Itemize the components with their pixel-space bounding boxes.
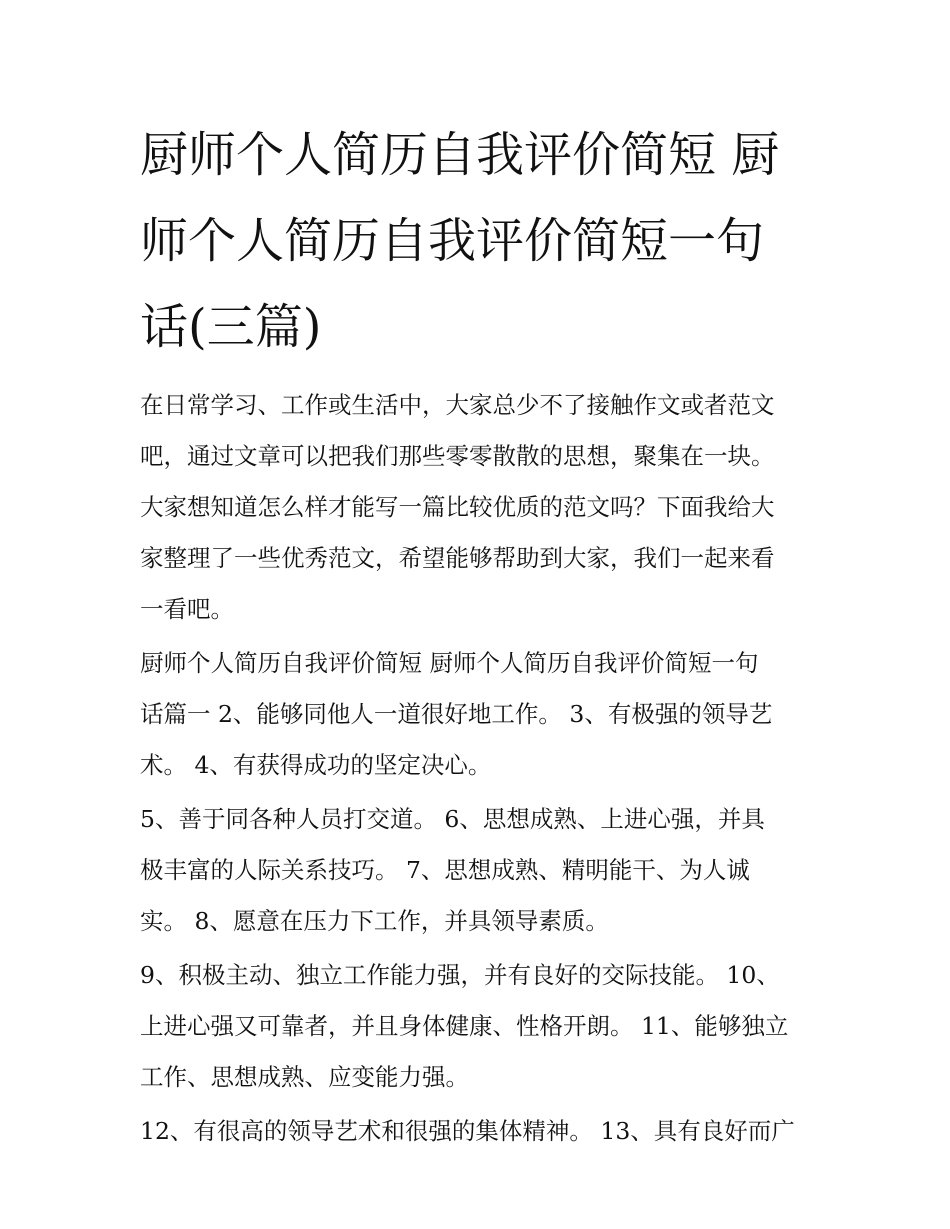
text-line: 上进心强又可靠者，并且身体健康、性格开朗。 11、能够独立 bbox=[140, 1012, 789, 1040]
text-line: 12、有很高的领导艺术和很强的集体精神。 13、具有良好而广 bbox=[140, 1117, 795, 1145]
text-line: 实。 8、愿意在压力下工作，并具领导素质。 bbox=[140, 907, 609, 935]
document-content bbox=[140, 112, 830, 1160]
paragraph-items-9-11 bbox=[140, 950, 830, 1103]
text-line: 话篇一 2、能够同他人一道很好地工作。 3、有极强的领导艺 bbox=[140, 700, 773, 728]
paragraph-section-one bbox=[140, 638, 830, 791]
text-line: 5、善于同各种人员打交道。 6、思想成熟、上进心强，并具 bbox=[140, 805, 765, 833]
text-line: 术。 4、有获得成功的坚定决心。 bbox=[140, 751, 492, 779]
document-body bbox=[140, 380, 830, 1157]
text-line: 工作、思想成熟、应变能力强。 bbox=[140, 1063, 469, 1091]
paragraph-items-5-8 bbox=[140, 794, 830, 947]
title-line: 厨师个人简历自我评价简短 厨 bbox=[140, 127, 780, 183]
text-line: 家整理了一些优秀范文，希望能够帮助到大家，我们一起来看 bbox=[140, 544, 775, 572]
text-line: 吧，通过文章可以把我们那些零零散散的思想，聚集在一块。 bbox=[140, 442, 775, 470]
document-title bbox=[140, 112, 830, 370]
text-line: 大家想知道怎么样才能写一篇比较优质的范文吗？下面我给大 bbox=[140, 493, 775, 521]
paragraph-intro bbox=[140, 380, 830, 635]
title-line: 话(三篇) bbox=[140, 299, 322, 355]
text-line: 在日常学习、工作或生活中，大家总少不了接触作文或者范文 bbox=[140, 391, 775, 419]
text-line: 9、积极主动、独立工作能力强，并有良好的交际技能。 10、 bbox=[140, 961, 780, 989]
text-line: 一看吧。 bbox=[140, 595, 234, 623]
title-line: 师个人简历自我评价简短一句 bbox=[140, 213, 765, 269]
text-line: 极丰富的人际关系技巧。 7、思想成熟、精明能干、为人诚 bbox=[140, 856, 750, 884]
paragraph-items-12-13 bbox=[140, 1106, 830, 1157]
text-line: 厨师个人简历自我评价简短 厨师个人简历自我评价简短一句 bbox=[140, 649, 759, 677]
